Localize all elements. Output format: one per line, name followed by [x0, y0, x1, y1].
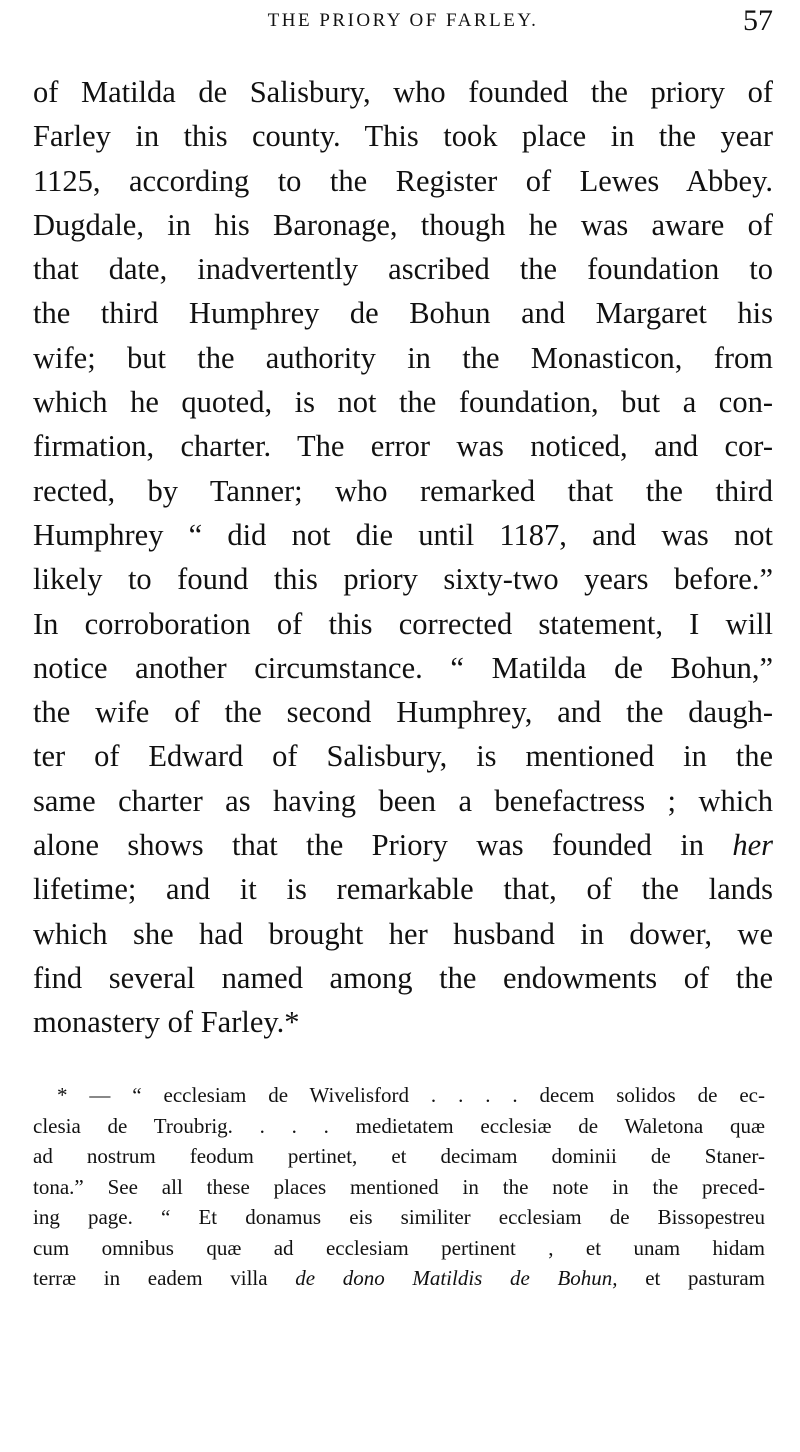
body-line: of Matilda de Salisbury, who founded the priory of — [33, 75, 773, 109]
body-line: Humphrey “ did not die until 1187, and was not — [33, 517, 773, 552]
footnote-line: ing page. “ Et donamus eis similiter ecclesiam de Bissopestreu — [33, 1205, 765, 1229]
footnote-line: tona.” See all these places mentioned in the note in the preced- — [33, 1174, 765, 1199]
body-line: which he quoted, is not the foundation, but a con- — [33, 385, 773, 420]
body-line: the third Humphrey de Bohun and Margaret his — [33, 296, 773, 331]
footnote — [33, 1080, 765, 1294]
body-line: rected, by Tanner; who remarked that the third — [33, 473, 773, 508]
footnote-line: * — “ ecclesiam de Wivelisford . . . . decem solidos de ec- — [57, 1083, 765, 1107]
body-line: likely to found this priory sixty-two years before.” — [33, 562, 773, 597]
body-line: In corroboration of this corrected statement, I will — [33, 606, 773, 641]
body-line: wife; but the authority in the Monasticon, from — [33, 340, 773, 375]
body-line-last: monastery of Farley.* — [33, 1005, 300, 1040]
body-line-text: alone shows that the Priory was founded in — [33, 828, 733, 863]
body-line: the wife of the second Humphrey, and the daugh- — [33, 695, 773, 730]
body-line: notice another circumstance. “ Matilda de Bohun,” — [33, 650, 773, 685]
footnote-text: et pasturam — [617, 1266, 765, 1290]
body-text — [33, 70, 773, 1045]
footnote-line: ad nostrum feodum pertinet, et decimam dominii de Staner- — [33, 1144, 765, 1168]
italic-her: her — [732, 828, 773, 863]
body-line: that date, inadvertently ascribed the foundation to — [33, 252, 773, 287]
body-line: 1125, according to the Register of Lewes Abbey. — [33, 163, 773, 198]
footnote-line — [33, 1263, 765, 1294]
body-line: Dugdale, in his Baronage, though he was aware of — [33, 207, 773, 242]
footnote-line: cum omnibus quæ ad ecclesiam pertinent , et unam hidam — [33, 1235, 765, 1260]
body-line: firmation, charter. The error was noticed, and cor- — [33, 429, 773, 464]
body-line: lifetime; and it is remarkable that, of the lands — [33, 872, 773, 907]
body-line: same charter as having been a benefactress ; which — [33, 783, 773, 818]
body-line: find several named among the endowments of the — [33, 960, 773, 995]
footnote-text: terræ in eadem villa — [33, 1266, 296, 1290]
body-line: ter of Edward of Salisbury, is mentioned in the — [33, 739, 773, 774]
footnote-line: clesia de Troubrig. . . . medietatem ecclesiæ de Waletona quæ — [33, 1113, 765, 1138]
running-head — [33, 4, 773, 44]
footnote-italic: de dono Matildis de Bohun, — [295, 1266, 618, 1290]
body-line: Farley in this county. This took place in the year — [33, 119, 773, 154]
running-title: THE PRIORY OF FARLEY. — [267, 10, 539, 31]
page-number: 57 — [743, 4, 773, 37]
body-line: which she had brought her husband in dower, we — [33, 916, 773, 951]
body-line — [33, 823, 773, 867]
